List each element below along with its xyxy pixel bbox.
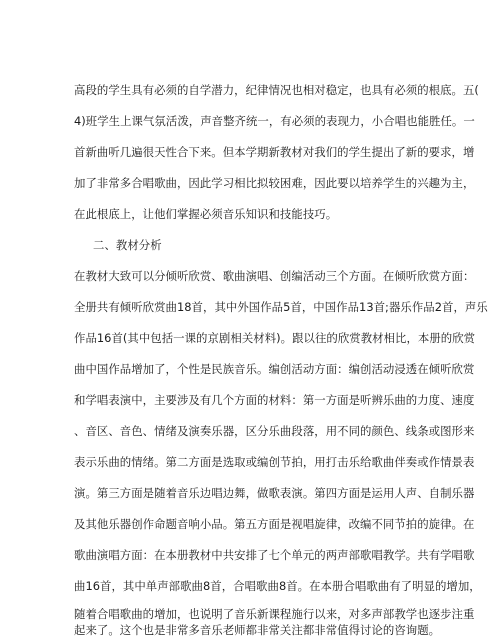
paragraph-2-line-2: 全册共有倾听欣赏曲18首，其中外国作品5首，中国作品13首;器乐作品2首，声乐: [74, 300, 488, 314]
paragraph-1-line-3: 首新曲听几遍很天性合下来。但本学期新教材对我们的学生提出了新的要求，增: [74, 145, 475, 159]
paragraph-2-line-6: 、音区、音色、情绪及演奏乐器，区分乐曲段落，用不同的颜色、线条或图形来: [74, 424, 475, 438]
paragraph-1-line-4: 加了非常多合唱歌曲，因此学习相比拟较困难，因此要以培养学生的兴趣为主，: [74, 176, 475, 190]
paragraph-2-line-1: 在教材大致可以分倾听欣赏、歌曲演唱、创编活动三个方面。在倾听欣赏方面：: [74, 269, 475, 283]
paragraph-2-line-7: 表示乐曲的情绪。第二方面是选取或编创节拍，用打击乐给歌曲伴奏或作情景表: [74, 455, 475, 469]
paragraph-1-line-5: 在此根底上，让他们掌握必须音乐知识和技能技巧。: [74, 207, 338, 221]
paragraph-2-line-12: 随着合唱歌曲的增加，也说明了音乐新课程施行以来，对多声部教学也逐步注重: [74, 607, 475, 621]
paragraph-2-line-4: 曲中国作品增加了，个性是民族音乐。编创活动方面：编创活动浸透在倾听欣赏: [74, 362, 475, 376]
paragraph-2-line-3: 作品16首(其中包括一课的京剧相关材料)。跟以往的欣赏教材相比，本册的欣赏: [74, 331, 476, 345]
paragraph-2-line-11: 曲16首，其中单声部歌曲8首，合唱歌曲8首。在本册合唱歌曲有了明显的增加，: [74, 579, 481, 593]
paragraph-2-line-5: 和学唱表演中，主要涉及有几个方面的材料：第一方面是听辨乐曲的力度、速度: [74, 393, 475, 407]
section-heading: 二、教材分析: [93, 238, 162, 252]
paragraph-2-line-13: 起来了。这个也是非常多音乐老师都非常关注都非常值得讨论的咨询题。: [74, 623, 441, 637]
paragraph-1-line-2: 4)班学生上课气氛活泼，声音整齐统一，有必须的表现力，小合唱也能胜任。一: [74, 114, 475, 128]
paragraph-2-line-8: 演。第三方面是随着音乐边唱边舞，做歌表演。第四方面是运用人声、自制乐器: [74, 486, 475, 500]
paragraph-2-line-9: 及其他乐器创作命题音响小品。第五方面是视唱旋律，改编不同节拍的旋律。在: [74, 517, 475, 531]
paragraph-2-line-10: 歌曲演唱方面：在本册教材中共安排了七个单元的两声部歌唱教学。共有学唱歌: [74, 548, 475, 562]
paragraph-1-line-1: 高段的学生具有必须的自学潜力，纪律情况也相对稳定，也具有必须的根底。五(: [74, 83, 479, 97]
